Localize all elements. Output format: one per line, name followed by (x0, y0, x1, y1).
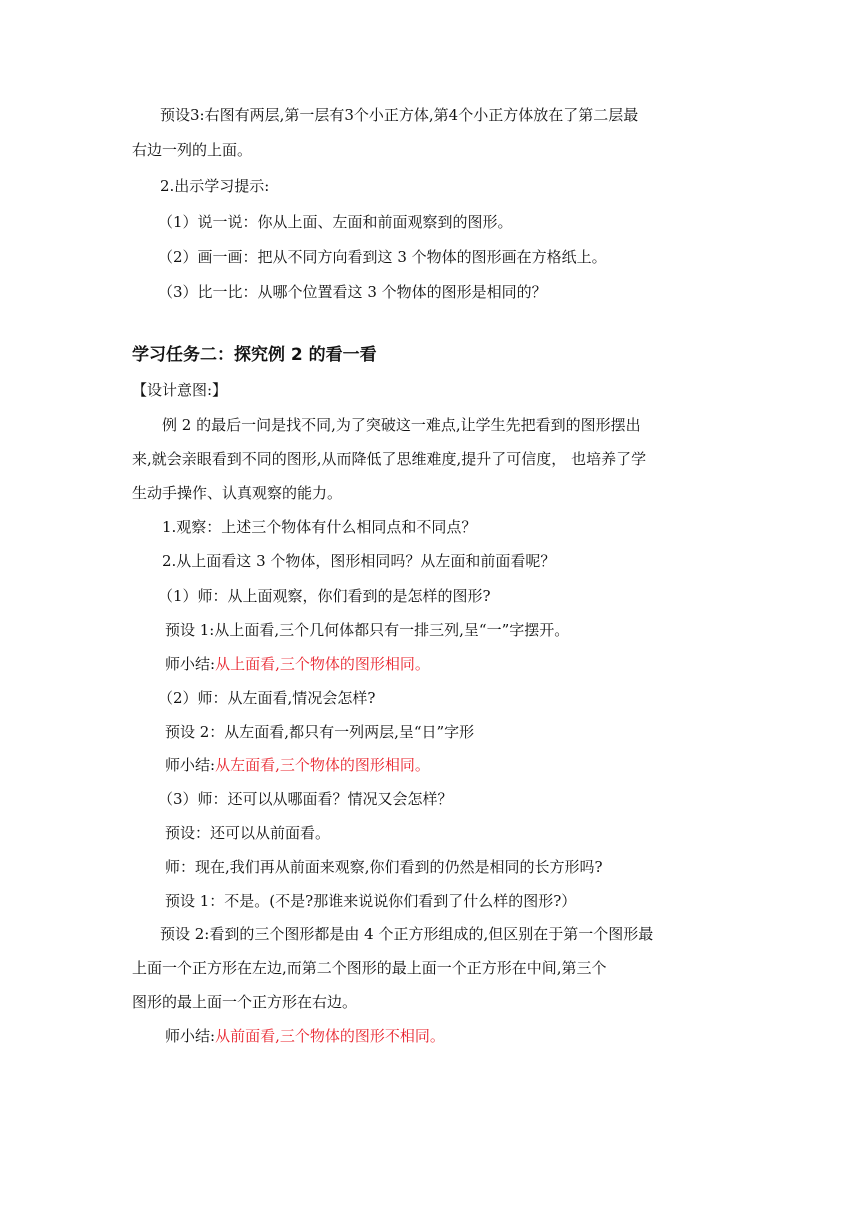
summary-label: 师小结: (165, 756, 216, 774)
design-intent-line-3: 生动手操作、认真观察的能力。 (132, 484, 343, 502)
summary-label: 师小结: (165, 655, 216, 673)
preset-3-line-2: 右边一列的上面。 (132, 141, 253, 159)
step-3-summary (165, 1025, 445, 1047)
hint-item-2: （2）画一画：把从不同方向看到这 3 个物体的图形画在方格纸上。 (158, 248, 607, 266)
step-1-question: （1）师：从上面观察，你们看到的是怎样的图形? (158, 587, 491, 605)
step-3-teacher: 师：现在,我们再从前面来观察,你们看到的仍然是相同的长方形吗? (165, 858, 603, 876)
design-intent-line-2: 来,就会亲眼看到不同的图形,从而降低了思维难度,提升了可信度， 也培养了学 (132, 450, 647, 468)
step-1-preset: 预设 1:从上面看,三个几何体都只有一排三列,呈“一”字摆开。 (165, 621, 570, 639)
step-2-question: （2）师：从左面看,情况会怎样? (158, 689, 376, 707)
design-intent-line-1: 例 2 的最后一问是找不同,为了突破这一难点,让学生先把看到的图形摆出 (162, 416, 641, 434)
step-3-preset-2-line-1: 预设 2:看到的三个图形都是由 4 个正方形组成的,但区别在于第一个图形最 (160, 925, 654, 943)
section-heading: 学习任务二：探究例 2 的看一看 (132, 345, 377, 365)
preset-3-line-1: 预设3:右图有两层,第一层有3个小正方体,第4个小正方体放在了第二层最 (160, 106, 639, 124)
summary-highlight: 从上面看,三个物体的图形相同。 (215, 655, 430, 673)
step-2-summary (165, 754, 430, 776)
question-1: 1.观察：上述三个物体有什么相同点和不同点？ (162, 518, 477, 536)
summary-highlight: 从前面看,三个物体的图形不相同。 (215, 1027, 445, 1045)
hint-item-3: （3）比一比：从哪个位置看这 3 个物体的图形是相同的？ (158, 283, 547, 301)
step-3-preset-2-line-2: 上面一个正方形在左边,而第二个图形的最上面一个正方形在中间,第三个 (132, 959, 607, 977)
question-2: 2.从上面看这 3 个物体，图形相同吗？从左面和前面看呢？ (162, 552, 556, 570)
step-1-summary (165, 653, 430, 675)
hint-item-1: （1）说一说：你从上面、左面和前面观察到的图形。 (158, 213, 513, 231)
step-2-preset: 预设 2：从左面看,都只有一列两层,呈“日”字形 (165, 723, 475, 741)
summary-label: 师小结: (165, 1027, 216, 1045)
design-intent-label: 【设计意图:】 (132, 381, 228, 399)
step-3-preset-2-line-3: 图形的最上面一个正方形在右边。 (132, 993, 358, 1011)
summary-highlight: 从左面看,三个物体的图形相同。 (215, 756, 430, 774)
step-3-preset-1: 预设 1：不是。(不是?那谁来说说你们看到了什么样的图形?） (165, 892, 577, 910)
study-hint-title: 2.出示学习提示: (160, 177, 270, 195)
step-3-question: （3）师：还可以从哪面看？情况又会怎样？ (158, 790, 453, 808)
step-3-preset: 预设：还可以从前面看。 (165, 824, 331, 842)
